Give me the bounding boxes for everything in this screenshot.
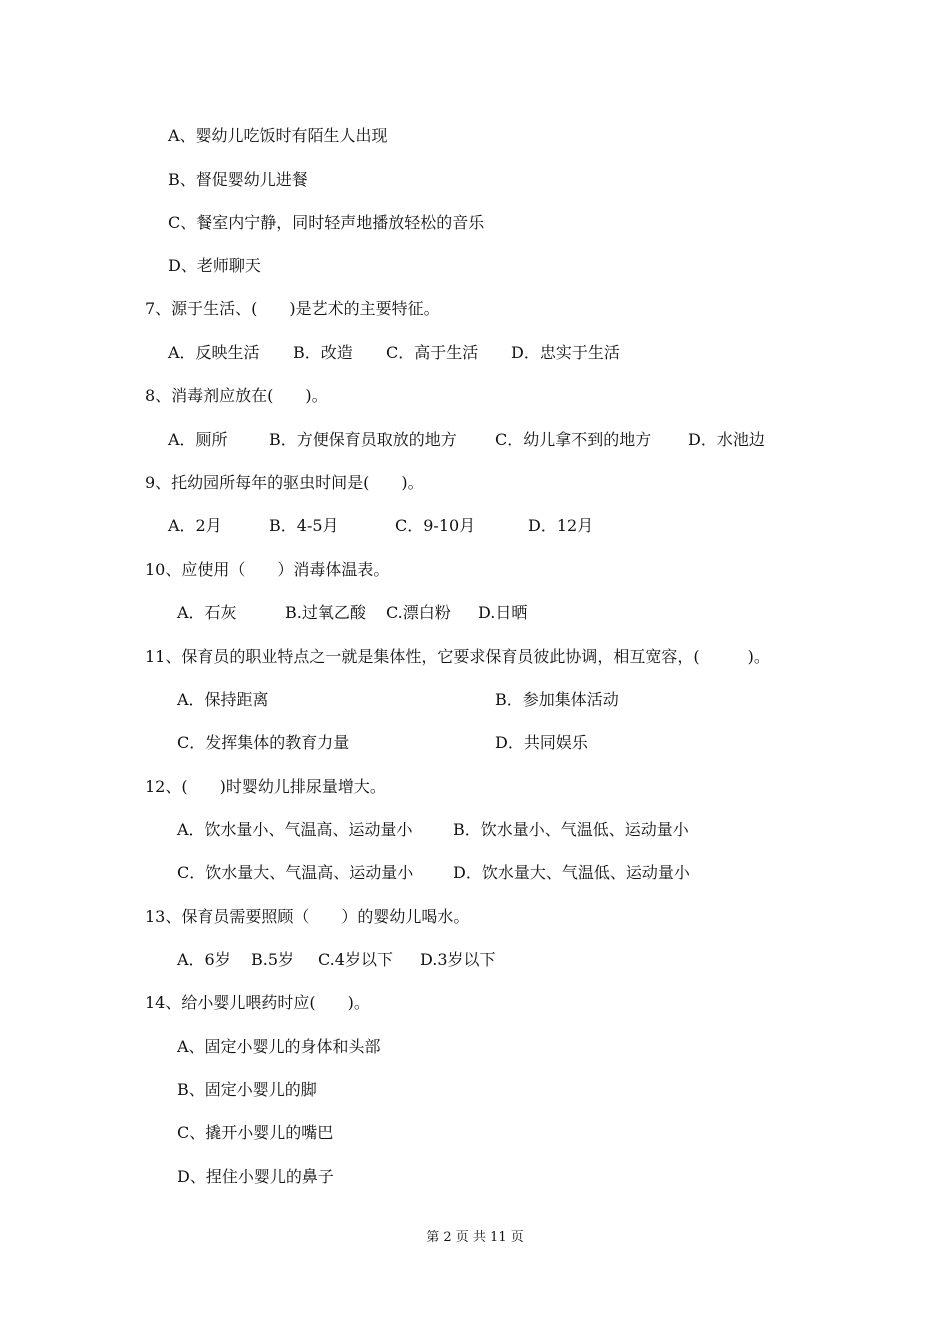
q9-option-d: D．12月 (528, 516, 594, 535)
q12-option-b: B．饮水量小、气温低、运动量小 (453, 820, 689, 839)
q11-option-a: A．保持距离 (177, 690, 269, 709)
q9-option-a: A．2月 (168, 516, 222, 535)
q12-option-c: C．饮水量大、气温高、运动量小 (177, 863, 414, 882)
q13-stem: 13、保育员需要照顾（ ）的婴幼儿喝水。 (145, 907, 470, 926)
q9-option-b: B．4-5月 (269, 516, 339, 535)
page-number-footer: 第 2 页 共 11 页 (426, 1230, 524, 1245)
q6-option-b: B、督促婴幼儿进餐 (168, 170, 308, 189)
q14-option-a: A、固定小婴儿的身体和头部 (177, 1037, 381, 1056)
q12-stem: 12、( )时婴幼儿排尿量增大。 (145, 777, 386, 796)
q6-option-d: D、老师聊天 (168, 256, 261, 275)
q14-option-c: C、撬开小婴儿的嘴巴 (177, 1123, 334, 1142)
q10-stem: 10、应使用（ ）消毒体温表。 (145, 560, 390, 579)
q7-stem: 7、源于生活、( )是艺术的主要特征。 (145, 299, 440, 318)
q6-option-c: C、餐室内宁静，同时轻声地播放轻松的音乐 (168, 213, 485, 232)
q11-option-d: D．共同娱乐 (495, 733, 588, 752)
q8-option-a: A．厕所 (168, 430, 228, 449)
q11-stem: 11、保育员的职业特点之一就是集体性，它要求保育员彼此协调，相互宽容，( )。 (145, 647, 770, 666)
q9-option-c: C．9-10月 (395, 516, 476, 535)
q14-option-b: B、固定小婴儿的脚 (177, 1080, 317, 1099)
q10-option-c: C.漂白粉 (386, 603, 451, 622)
q11-option-c: C．发挥集体的教育力量 (177, 733, 350, 752)
q10-option-b: B.过氧乙酸 (285, 603, 366, 622)
q8-option-d: D．水池边 (688, 430, 765, 449)
q8-option-b: B．方便保育员取放的地方 (269, 430, 457, 449)
q11-option-b: B．参加集体活动 (495, 690, 619, 709)
q14-option-d: D、捏住小婴儿的鼻子 (177, 1167, 334, 1186)
q13-option-d: D.3岁以下 (420, 950, 496, 969)
q7-option-c: C．高于生活 (386, 343, 479, 362)
q13-option-a: A．6岁 (177, 950, 231, 969)
q12-option-a: A．饮水量小、气温高、运动量小 (177, 820, 413, 839)
q8-option-c: C．幼儿拿不到的地方 (495, 430, 652, 449)
q13-option-c: C.4岁以下 (318, 950, 393, 969)
q12-option-d: D．饮水量大、气温低、运动量小 (453, 863, 690, 882)
q8-stem: 8、消毒剂应放在( )。 (145, 386, 328, 405)
q10-option-a: A．石灰 (177, 603, 237, 622)
q9-stem: 9、托幼园所每年的驱虫时间是( )。 (145, 473, 424, 492)
q7-option-d: D．忠实于生活 (511, 343, 620, 362)
q10-option-d: D.日晒 (478, 603, 528, 622)
q6-option-a: A、婴幼儿吃饭时有陌生人出现 (168, 126, 388, 145)
q13-option-b: B.5岁 (251, 950, 295, 969)
q7-option-b: B．改造 (293, 343, 353, 362)
q7-option-a: A．反映生活 (168, 343, 260, 362)
q14-stem: 14、给小婴儿喂药时应( )。 (145, 993, 370, 1012)
